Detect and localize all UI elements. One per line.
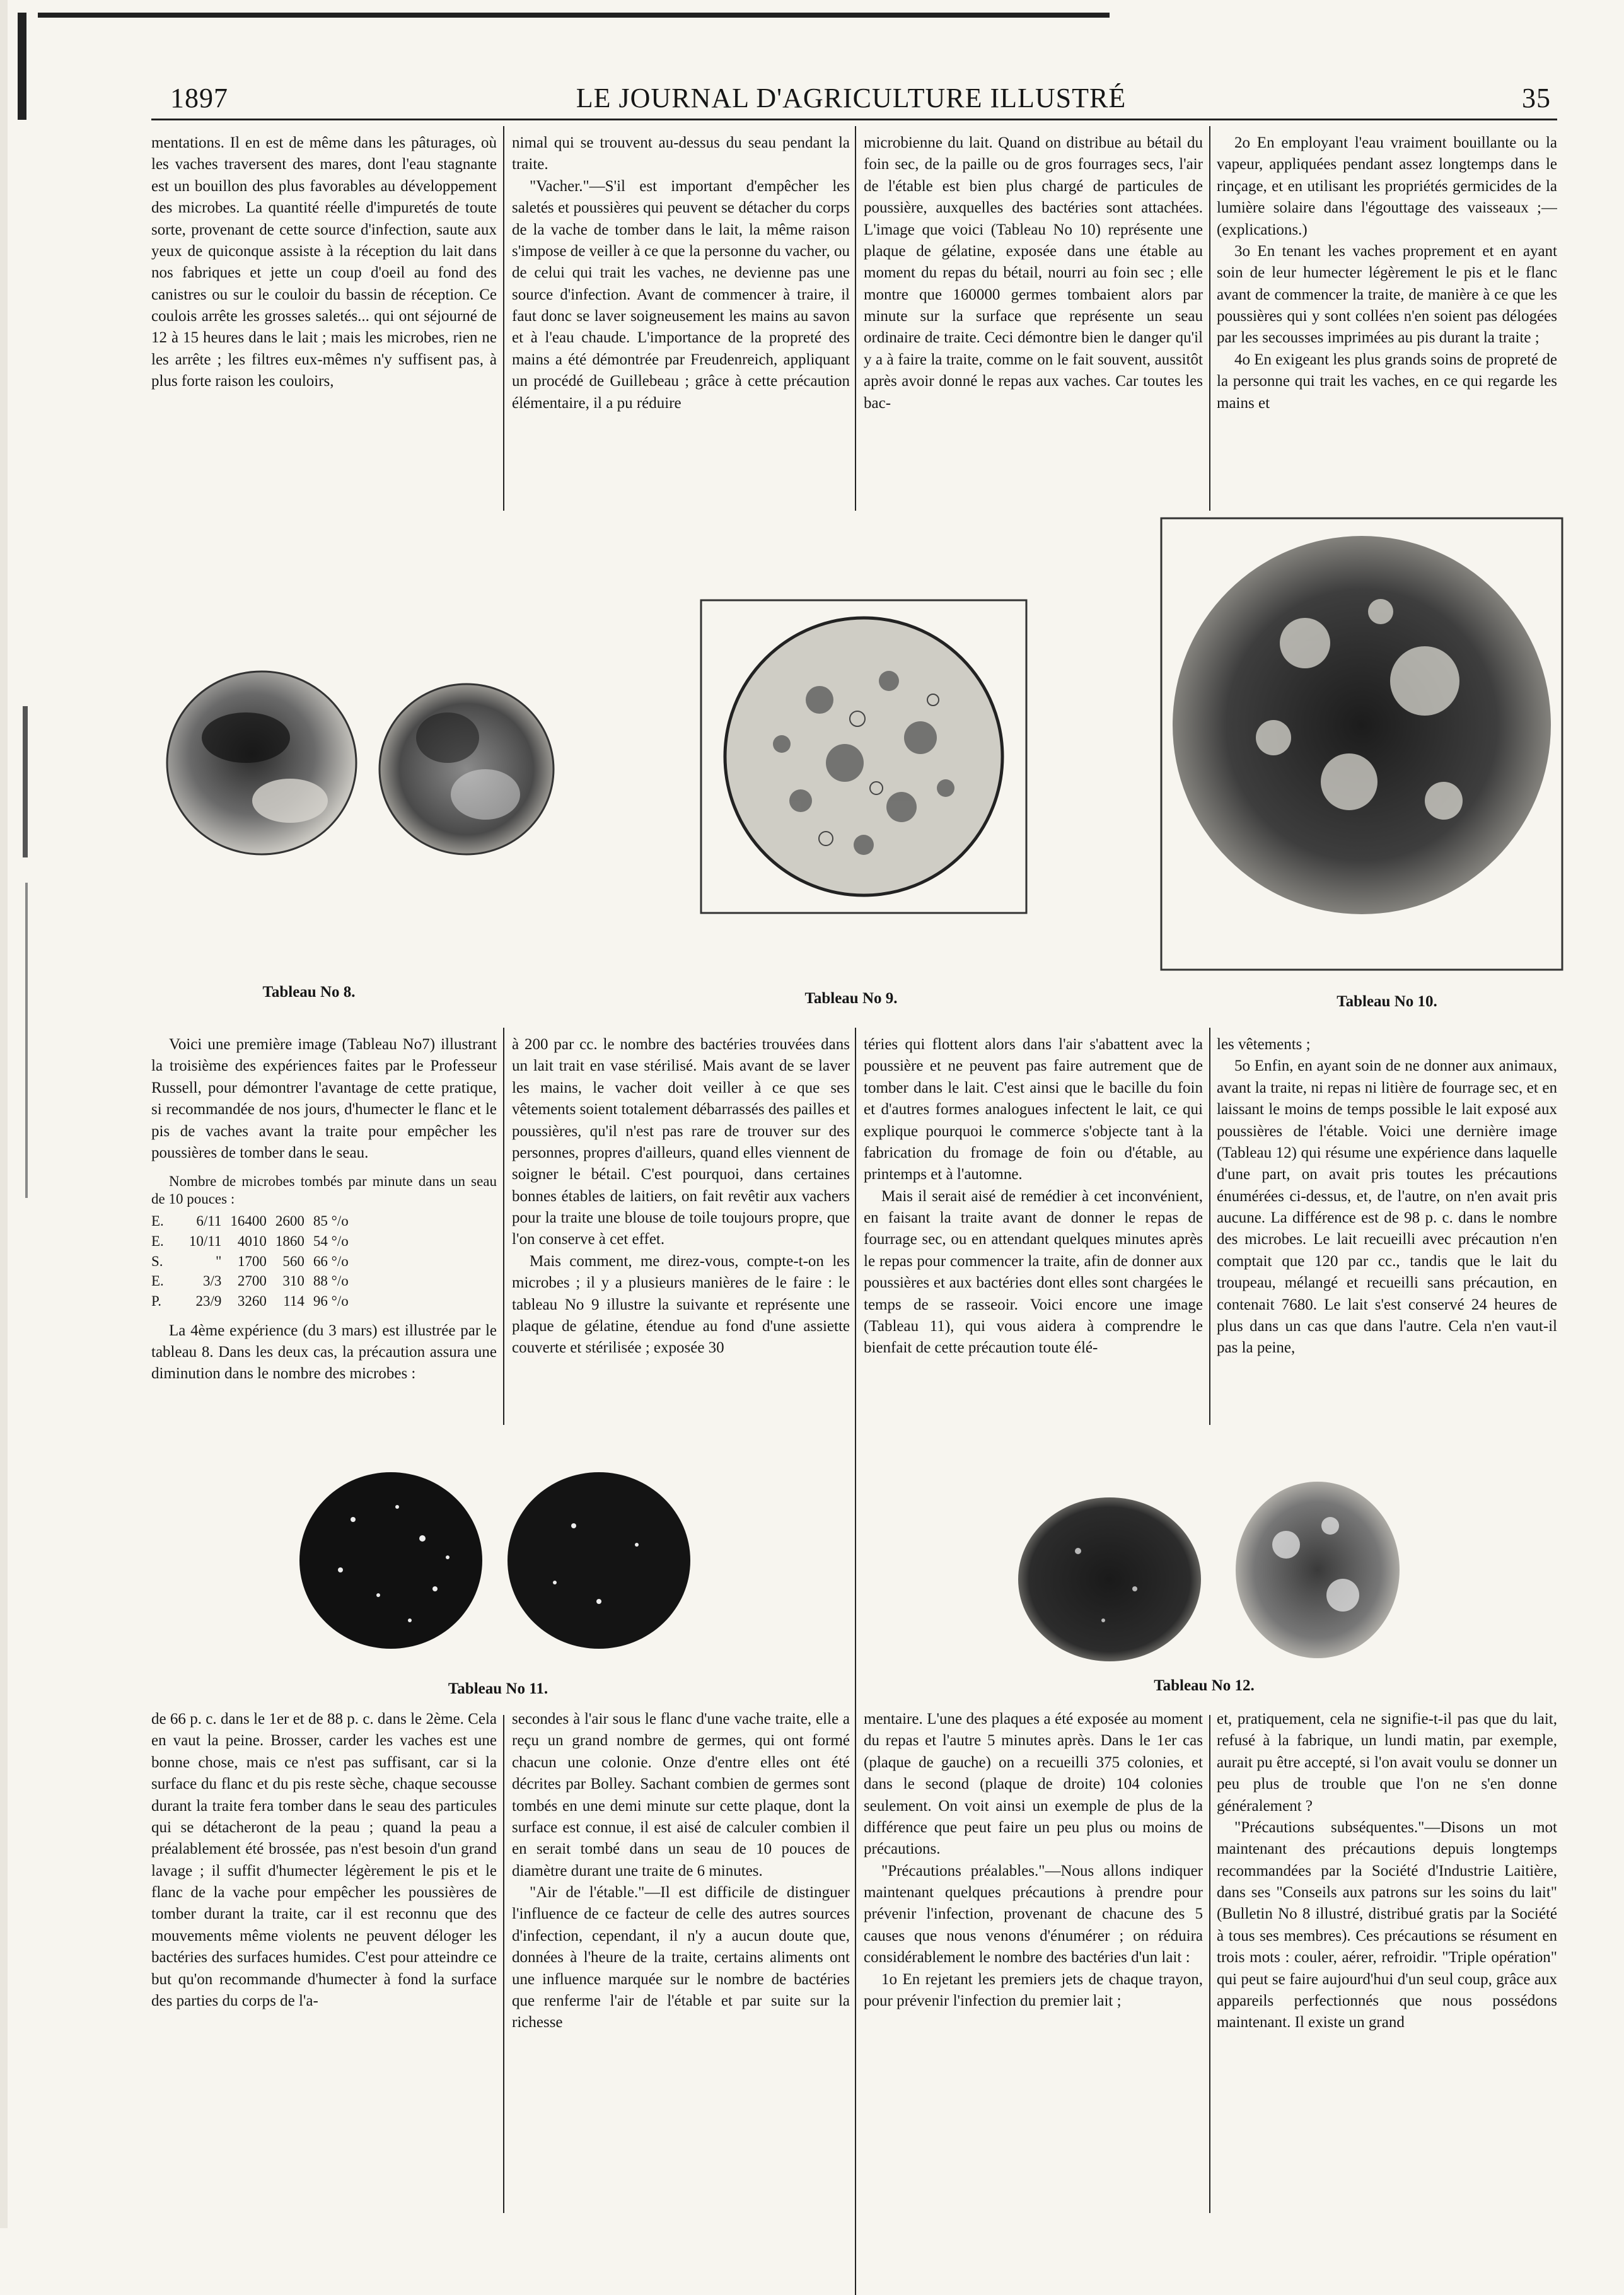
table-cell: 4010	[237, 1233, 267, 1250]
tableau-12-plate-right	[1229, 1475, 1406, 1665]
header-rule	[151, 119, 1557, 120]
text-column-top-1	[151, 132, 497, 511]
table-cell: 88 °/o	[313, 1273, 349, 1289]
table-cell: 54 °/o	[313, 1233, 349, 1250]
table-cell: E.	[151, 1233, 164, 1250]
table-cell: 3260	[237, 1293, 267, 1309]
table-cell: P.	[151, 1293, 161, 1309]
table-cell: 114	[283, 1293, 304, 1309]
paragraph: 1o En rejetant les premiers jets de chaque trayon, pour prévenir l'infection du premier lait ;	[864, 1970, 1203, 2009]
column-divider	[503, 1028, 504, 1425]
table-heading: Nombre de microbes tombés par minute dans un seau de 10 pouces :	[151, 1173, 497, 1207]
text-column-middle-1	[151, 1034, 497, 1425]
table-row	[151, 1291, 357, 1311]
gelatin-plate-image	[1160, 517, 1563, 971]
paragraph: à 200 par cc. le nombre des bactéries trouvées dans un lait trait en vase stérilisé. Mais avant de se laver les mains, le vacher doit veiller à ce que ses vêtements soient totalement débarrassés des pailles et poussières, qu'il n'est pas rare de trouver sur des personnes, propres d'ailleurs, quand elles viennent de soigner le bétail. C'est pourquoi, dans certaines bonnes étables de laitiers, on fait revêtir aux vachers pour la traite une blouse de toile toujours propre, que l'on conserve à cet effet.	[512, 1036, 850, 1248]
text-column-top-3	[864, 132, 1203, 511]
text-column-middle-3	[864, 1034, 1203, 1425]
paragraph: 5o Enfin, en ayant soin de ne donner aux animaux, avant la traite, ni repas ni litière de fourrage sec, et en laissant le moins de temps possible le lait exposé aux poussières de l'étable. Voici une dernière image (Tableau 12) qui résume une expérience dans laquelle d'une part, on avait pris toutes les précautions énumérées ci-dessus, et, de l'autre, on n'en avait pris aucune. La différence est de 98 p. c. dans le nombre des microbes. Le lait recueilli avec précaution n'en comptait que 120 par cc., tandis que le lait du troupeau, mélangé et recueilli sans précaution, en contenait 7680. Le lait s'est conservé 24 heures de plus dans un cas que dans l'autre. Cela n'en vaut-il pas la peine,	[1217, 1057, 1557, 1357]
paragraph: "Précautions subséquentes."—Disons un mot maintenant des précautions depuis longtemps recommandées par la Société d'Industrie Laitière, dans ses "Conseils aux patrons sur les soins du lait" (Bulletin No 8 illustré, distribué gratis par la Société à tous ses membres). Ces précautions se résument en trois mots : couler, aérer, refroidir. "Triple opération" qui peut se faire aujourd'hui d'un seul coup, grâce aux appareils perfectionnés que nous possédons maintenant. Il existe un grand	[1217, 1818, 1557, 2031]
header-page-number: 35	[1522, 83, 1551, 113]
table-cell: E.	[151, 1273, 164, 1289]
paragraph: secondes à l'air sous le flanc d'une vache traite, elle a reçu un grand nombre de germes, qui ont formé chacun une colonie. Onze d'entre elles ont été décrites par Bolley. Sachant combien de germes sont tombés en une demi minute sur cette plaque, dont la surface est connue, il est aisé de calculer combien il en serait tombé dans un seau de 10 pouces de diamètre durant une traite de 6 minutes.	[512, 1711, 850, 1880]
caption-tableau-8: Tableau No 8.	[262, 984, 356, 1001]
column-divider	[1209, 1715, 1210, 2213]
microbe-count-table-body	[151, 1211, 357, 1311]
paragraph: La 4ème expérience (du 3 mars) est illustrée par le tableau 8. Dans les deux cas, la précaution assura une diminution dans le nombre des microbes :	[151, 1322, 497, 1383]
paragraph: de 66 p. c. dans le 1er et de 88 p. c. dans le 2ème. Cela en vaut la peine. Brosser, carder les vaches est une bonne chose, mais ce n'est pas suffisant, car si la surface du flanc et du pis reste sèche, chaque secousse durant la traite fera tomber dans le seau des particules qui se détacheront de la peau ; quand la peau a préalablement été brossée, pas n'est besoin d'un grand lavage ; il suffit d'humecter légèrement le pis et le flanc de la vache pour empêcher les poussières de tomber durant la traite, car il est reconnu que des mouvements même violents ne peuvent déloger les bactéries des surfaces humides. C'est pour atteindre ce but qu'on recommande d'humecter à fond la surface des parties du corps de l'a-	[151, 1711, 497, 2009]
table-cell: "	[215, 1253, 222, 1269]
table-cell: 2600	[275, 1213, 304, 1229]
text-column-top-2	[512, 132, 850, 511]
text-column-bottom-1	[151, 1709, 497, 2213]
paragraph: 4o En exigeant les plus grands soins de propreté de la personne qui trait les vaches, en ce qui regarde les mains et	[1217, 351, 1557, 412]
culture-plate-image	[1015, 1494, 1204, 1665]
column-divider	[1209, 126, 1210, 511]
tableau-10-plate	[1160, 517, 1563, 971]
table-cell: 6/11	[196, 1213, 222, 1229]
paragraph: "Vacher."—S'il est important d'empêcher les saletés et poussières qui peuvent se détacher du corps de la vache de tomber dans le lait, la même raison s'impose de veiller à ce que la personne du vacher, ou de celui qui trait les vaches, ne devienne pas une source d'infection. Avant de commencer à traire, il faut donc se laver soigneusement les mains au savon et à l'eau chaude. L'importance de la propreté des mains a été démontrée par Freudenreich, appliquant un procédé de Guillebeau ; grâce à cette précaution élémentaire, il a pu réduire	[512, 177, 850, 412]
culture-plate-image	[158, 662, 366, 864]
table-row	[151, 1211, 357, 1231]
column-divider	[855, 126, 856, 511]
table-cell: 96 °/o	[313, 1293, 349, 1309]
column-divider	[855, 1028, 856, 2295]
column-divider	[503, 126, 504, 511]
table-row	[151, 1271, 357, 1291]
column-divider	[503, 1715, 504, 2213]
table-cell: 310	[282, 1273, 304, 1289]
page-header	[151, 82, 1551, 113]
culture-plate-image	[504, 1469, 693, 1652]
table-cell: 1860	[275, 1233, 304, 1250]
text-column-middle-4	[1217, 1034, 1557, 1425]
table-row	[151, 1252, 357, 1272]
paragraph: téries qui flottent alors dans l'air s'abattent avec la poussière et ne peuvent pas faire autrement que de tomber dans le lait. C'est ainsi que le bacille du foin et d'autres formes analogues infectent le lait, ce qui explique pourquoi le commerce s'objecte tant à la fabrication du fromage de foin ou d'étable, au printemps et à l'automne.	[864, 1036, 1203, 1183]
table-cell: 10/11	[188, 1233, 222, 1250]
paragraph: Mais comment, me direz-vous, compte-t-on les microbes ; il y a plusieurs manières de le faire : le tableau No 9 illustre la suivante et représente une plaque de gélatine, étendue au fond d'une assiette couverte et stérilisée ; exposée 30	[512, 1252, 850, 1357]
paragraph: 3o En tenant les vaches proprement et en ayant soin de leur humecter légèrement le pis et le flanc avant de commencer la traite, de manière à ce que les poussières qui y sont collées n'en soient pas délogées par les secousses imprimées au pis durant la traite ;	[1217, 242, 1557, 347]
table-cell: E.	[151, 1213, 164, 1229]
tableau-8-plate-left	[158, 662, 366, 864]
tableau-11-plate-left	[296, 1469, 485, 1652]
table-cell: 66 °/o	[313, 1253, 349, 1269]
paragraph: les vêtements ;	[1217, 1036, 1311, 1053]
tableau-8-plate-right	[372, 675, 561, 864]
text-column-bottom-2	[512, 1709, 850, 2213]
text-column-top-4	[1217, 132, 1557, 511]
table-cell: 2700	[237, 1273, 267, 1289]
culture-plate-image	[372, 675, 561, 864]
table-cell: 23/9	[195, 1293, 222, 1309]
scan-edge	[0, 0, 38, 2228]
caption-tableau-12: Tableau No 12.	[1154, 1677, 1255, 1694]
tableau-11-plate-right	[504, 1469, 693, 1652]
text-column-bottom-3	[864, 1709, 1203, 2213]
caption-tableau-10: Tableau No 10.	[1337, 993, 1437, 1010]
paragraph: "Air de l'étable."—Il est difficile de distinguer l'influence de ce facteur de celle des autres sources d'infection, cependant, il n'y a aucun doute que, données à l'heure de la traite, certains aliments ont une influence marquée sur le nombre de bactéries que renferme l'air de l'étable et par suite sur la richesse	[512, 1884, 850, 2031]
top-scan-bar	[38, 13, 1110, 18]
table-cell: 3/3	[202, 1273, 222, 1289]
paragraph: mentations. Il en est de même dans les pâturages, où les vaches traversent des mares, dont l'eau stagnante est un bouillon des plus favorables au développement des microbes. La quantité réelle d'impuretés de toute sorte, provenant de cette source d'infection, saute aux yeux de quiconque assiste à la réception du lait dans nos fabriques et jette un coup d'oeil au fond des canistres ou sur le couloir du bassin de réception. Ce coulois arrête les grosses saletés... qui ont séjourné de 12 à 15 heures dans le lait ; mais les microbes, rien ne les arrête ; les filtres eux-mêmes n'y suffisent pas, à plus forte raison les couloirs,	[151, 134, 497, 390]
tableau-9-plate	[700, 599, 1028, 914]
header-title: LE JOURNAL D'AGRICULTURE ILLUSTRÉ	[576, 83, 1127, 113]
paragraph: Voici une première image (Tableau No7) illustrant la troisième des expériences faites par le Professeur Russell, pour démontrer l'avantage de cette pratique, si recommandée de nos jours, d'humecter le flanc et le pis de vaches avant la traite pour empêcher les poussières de tomber dans le seau.	[151, 1036, 497, 1161]
text-column-middle-2	[512, 1034, 850, 1425]
table-cell: 16400	[230, 1213, 267, 1229]
paragraph: mentaire. L'une des plaques a été exposée au moment du repas et l'autre 5 minutes après. Dans le 1er cas (plaque de gauche) on a recueilli 375 colonies, et dans le second (plaque de droite) 104 colonies seulement. On voit ainsi un exemple de plus de la différence que peut faire un peu plus ou moins de précautions.	[864, 1711, 1203, 1858]
culture-plate-image	[296, 1469, 485, 1652]
gelatin-plate-image	[700, 599, 1028, 914]
tableau-12-plate-left	[1015, 1494, 1204, 1665]
microbe-count-table	[151, 1211, 357, 1311]
culture-plate-image	[1229, 1475, 1406, 1665]
paragraph: 2o En employant l'eau vraiment bouillante ou la vapeur, appliquées pendant assez longtemps dans le rinçage, et en utilisant les propriétés germicides de la lumière solaire dans l'égouttage des vaisseaux ;—(explications.)	[1217, 134, 1557, 238]
table-cell: 560	[282, 1253, 304, 1269]
table-cell: 85 °/o	[313, 1213, 349, 1229]
text-column-bottom-4	[1217, 1709, 1557, 2213]
caption-tableau-11: Tableau No 11.	[448, 1680, 548, 1697]
paragraph: nimal qui se trouvent au-dessus du seau pendant la traite.	[512, 134, 850, 173]
table-row	[151, 1231, 357, 1252]
paragraph: microbienne du lait. Quand on distribue au bétail du foin sec, de la paille ou de gros fourrages secs, l'air de l'étable est bien plus chargé de particules de poussière, auxquelles des bactéries sont attachées. L'image que voici (Tableau No 10) représente une plaque de gélatine, exposée dans une étable au moment du repas du bétail, nourri au foin sec ; elle montre que 160000 germes tombaient alors par minute sur la surface que représente un seau ordinaire de traite. Ceci démontre bien le danger qu'il y a à faire la traite, comme on le fait souvent, aussitôt après avoir donné le repas aux vaches. Car toutes les bac-	[864, 134, 1203, 412]
paragraph: et, pratiquement, cela ne signifie-t-il pas que du lait, refusé à la fabrique, un lundi matin, par exemple, aurait pu être accepté, si l'on avait voulu se donner un peu plus de trouble que l'on ne s'en donne généralement ?	[1217, 1711, 1557, 1815]
column-divider	[1209, 1028, 1210, 1425]
table-cell: 1700	[237, 1253, 267, 1269]
caption-tableau-9: Tableau No 9.	[804, 990, 898, 1007]
table-cell: S.	[151, 1253, 163, 1269]
paragraph: Mais il serait aisé de remédier à cet inconvénient, en faisant la traite avant de donner le repas de fourrage sec, ou en attendant quelques minutes après le repas pour commencer la traite, afin de donner aux poussières et aux bactéries dont elles sont chargées le temps de se rasseoir. Voici encore une image (Tableau 11), qui vous aidera à comprendre le bienfait de cette précaution toute élé-	[864, 1187, 1203, 1357]
header-year: 1897	[170, 83, 228, 113]
paragraph: "Précautions préalables."—Nous allons indiquer maintenant quelques précautions à prendre pour prévenir l'infection, provenant de chacune des 5 causes que nous venons d'énumérer ; on réduira considérablement le nombre des bactéries d'un lait :	[864, 1862, 1203, 1967]
